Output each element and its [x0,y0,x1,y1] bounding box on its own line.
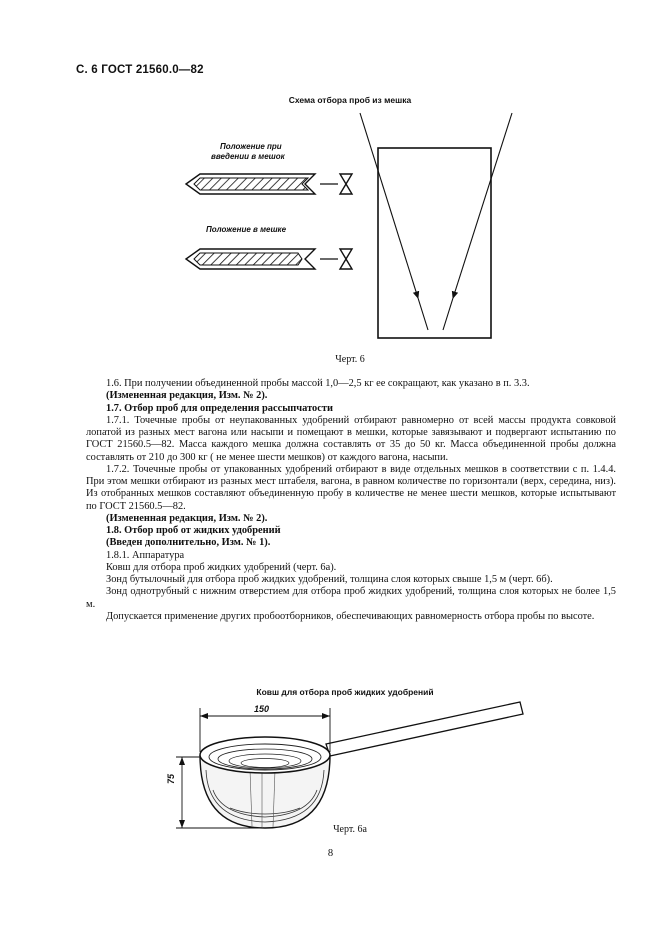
label-insert-position-line2: введении в мешок [211,152,285,161]
figure-6a-caption: Черт. 6а [333,824,367,835]
label-in-bag-position: Положение в мешке [206,225,287,234]
paragraph: (Введен дополнительно, Изм. № 1). [106,537,271,549]
paragraph: Допускается применение других пробоотборников, обеспечивающих равномерность отбора пробы по высоте. [106,610,595,622]
figure-6-caption: Черт. 6 [335,354,365,365]
label-insert-position-line1: Положение при [220,142,282,151]
paragraph: 1.7. Отбор проб для определения рассыпчатости [106,402,333,414]
ladle-bowl [200,737,330,828]
ladle-handle [326,702,523,756]
paragraph: Ковш для отбора проб жидких удобрений (черт. 6а). [106,561,337,573]
paragraph: 1.7.1. Точечные пробы от неупакованных удобрений отбирают равномерно от всей массы продукта совковой лопатой из разных мест вагона или насыпи и помещают в мешки, которые завязывают и подвергают испытанию по ГОСТ 21560.5—82. Масса каждого мешка должна составлять от 35 до 50 кг. Масса объединенной пробы должна составлять от 210 до 300 кг ( не менее шести мешков) от каждого вагона, насыпи. [86,414,616,463]
page-number: 8 [327,848,334,859]
paragraph: (Измененная редакция, Изм. № 2). [106,390,268,402]
page-header: С. 6 ГОСТ 21560.0—82 [76,64,204,76]
figure-6-title: Схема отбора проб из мешка [288,95,412,105]
paragraph: Зонд однотрубный с нижним отверстием для отбора проб жидких удобрений, толщина слоя которых не более 1,5 м. [86,586,616,610]
paragraph: Зонд бутылочный для отбора проб жидких удобрений, толщина слоя которых свыше 1,5 м (черт. 6б). [106,574,553,585]
paragraph: 1.6. При получении объединенной пробы массой 1,0—2,5 кг ее сокращают, как указано в п. 3.3. [106,378,530,389]
paragraph: 1.7.2. Точечные пробы от упакованных удобрений отбирают в виде отдельных мешков в соответствии с п. 1.4.4. При этом мешки отбирают из разных мест штабеля, вагона, в равном количестве по горизонтали (верх, середина, низ). Из отобранных мешков составляют объединенную пробу в количестве не менее шести мешков, которые испытывают по ГОСТ 21560.5—82. [86,463,616,512]
dimension-height-label: 75 [166,773,176,784]
dimension-width-label: 150 [254,704,270,714]
paragraph: (Измененная редакция, Изм. № 2). [106,512,268,524]
paragraph: 1.8.1. Аппаратура [106,549,185,561]
paragraph: 1.8. Отбор проб от жидких удобрений [106,525,281,536]
figure-6a-title: Ковш для отбора проб жидких удобрений [256,687,434,697]
